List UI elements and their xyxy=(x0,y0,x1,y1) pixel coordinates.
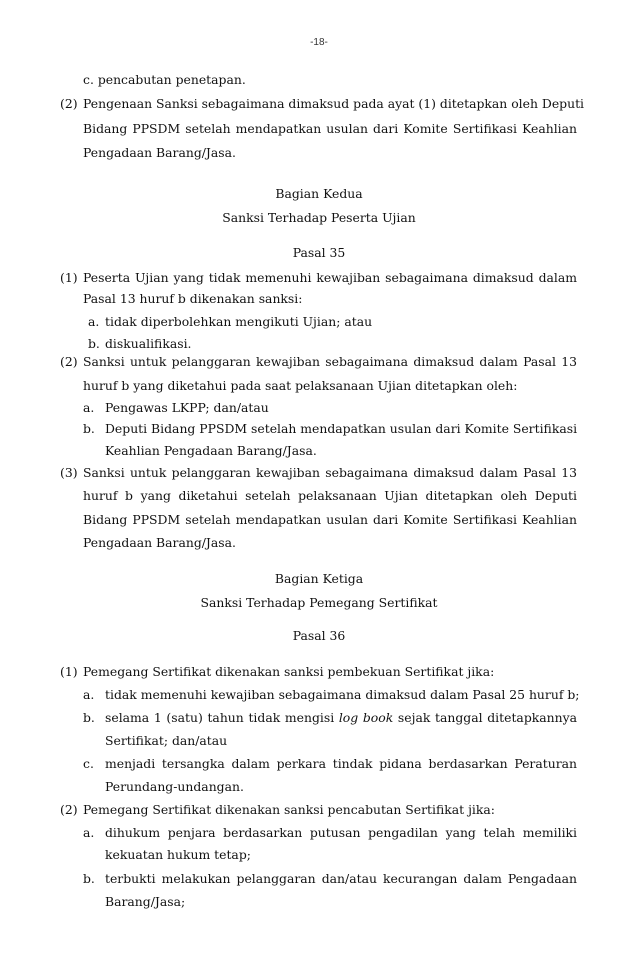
list-item: kekuatan hukum tetap; xyxy=(105,847,251,862)
list-item: dihukum penjara berdasarkan putusan pengadilan yang telah memiliki xyxy=(105,825,577,840)
list-item: tidak diperbolehkan mengikuti Ujian; atau xyxy=(105,314,373,329)
article-heading: Pasal 35 xyxy=(292,245,346,260)
paragraph-line: Sanksi untuk pelanggaran kewajiban sebagaimana dimaksud dalam Pasal 13 xyxy=(83,354,577,369)
italic-term: log book xyxy=(338,710,394,725)
list-letter: b. xyxy=(83,710,95,725)
paragraph-line: Pasal 13 huruf b dikenakan sanksi: xyxy=(83,291,303,306)
paragraph-number: (1) xyxy=(60,270,78,285)
list-item: Sertifikat; dan/atau xyxy=(105,733,228,748)
paragraph-line: Peserta Ujian yang tidak memenuhi kewajiban sebagaimana dimaksud dalam xyxy=(83,270,577,285)
list-item: selama 1 (satu) tahun tidak mengisi log book sejak tanggal ditetapkannya xyxy=(105,710,577,725)
paragraph-line: Bidang PPSDM setelah mendapatkan usulan dari Komite Sertifikasi Keahlian xyxy=(83,121,577,136)
paragraph-number: (2) xyxy=(60,802,78,817)
paragraph-line: huruf b yang diketahui pada saat pelaksanaan Ujian ditetapkan oleh: xyxy=(83,378,518,393)
paragraph-number: (3) xyxy=(60,465,78,480)
list-item: terbukti melakukan pelanggaran dan/atau kecurangan dalam Pengadaan xyxy=(105,871,577,886)
list-item: Barang/Jasa; xyxy=(105,894,186,909)
paragraph-line: huruf b yang diketahui setelah pelaksanaan Ujian ditetapkan oleh Deputi xyxy=(83,488,577,503)
list-item: Pengawas LKPP; dan/atau xyxy=(105,400,269,415)
list-letter: c. xyxy=(83,756,94,771)
list-item: diskualifikasi. xyxy=(105,336,192,351)
list-letter: b. xyxy=(83,871,95,886)
section-heading: Bagian Kedua xyxy=(275,186,363,201)
list-item: menjadi tersangka dalam perkara tindak pidana berdasarkan Peraturan xyxy=(105,756,577,771)
paragraph-line: Pengadaan Barang/Jasa. xyxy=(83,145,236,160)
paragraph-number: (1) xyxy=(60,664,78,679)
paragraph-line: Pemegang Sertifikat dikenakan sanksi pencabutan Sertifikat jika: xyxy=(83,802,495,817)
paragraph-line: Bidang PPSDM setelah mendapatkan usulan dari Komite Sertifikasi Keahlian xyxy=(83,512,577,527)
section-title: Sanksi Terhadap Peserta Ujian xyxy=(222,210,416,225)
list-letter: a. xyxy=(83,687,95,702)
list-item: Deputi Bidang PPSDM setelah mendapatkan usulan dari Komite Sertifikasi xyxy=(105,421,578,436)
list-letter: a. xyxy=(88,314,100,329)
paragraph-number: (2) xyxy=(60,354,78,369)
list-item: tidak memenuhi kewajiban sebagaimana dimaksud dalam Pasal 25 huruf b; xyxy=(105,687,580,702)
paragraph-line: Pengenaan Sanksi sebagaimana dimaksud pada ayat (1) ditetapkan oleh Deputi xyxy=(83,96,585,111)
list-letter: a. xyxy=(83,825,95,840)
list-item: Keahlian Pengadaan Barang/Jasa. xyxy=(105,443,317,458)
section-title: Sanksi Terhadap Pemegang Sertifikat xyxy=(200,595,438,610)
paragraph-line: Pemegang Sertifikat dikenakan sanksi pembekuan Sertifikat jika: xyxy=(83,664,495,679)
section-heading: Bagian Ketiga xyxy=(274,571,364,586)
list-letter: a. xyxy=(83,400,95,415)
list-letter: b. xyxy=(88,336,100,351)
paragraph-number: (2) xyxy=(60,96,78,111)
list-item: Perundang-undangan. xyxy=(105,779,244,794)
list-item-c: c. pencabutan penetapan. xyxy=(83,72,246,87)
list-letter: b. xyxy=(83,421,95,436)
paragraph-line: Pengadaan Barang/Jasa. xyxy=(83,535,236,550)
paragraph-line: Sanksi untuk pelanggaran kewajiban sebagaimana dimaksud dalam Pasal 13 xyxy=(83,465,577,480)
article-heading: Pasal 36 xyxy=(292,628,346,643)
page-number: -18- xyxy=(310,37,328,48)
